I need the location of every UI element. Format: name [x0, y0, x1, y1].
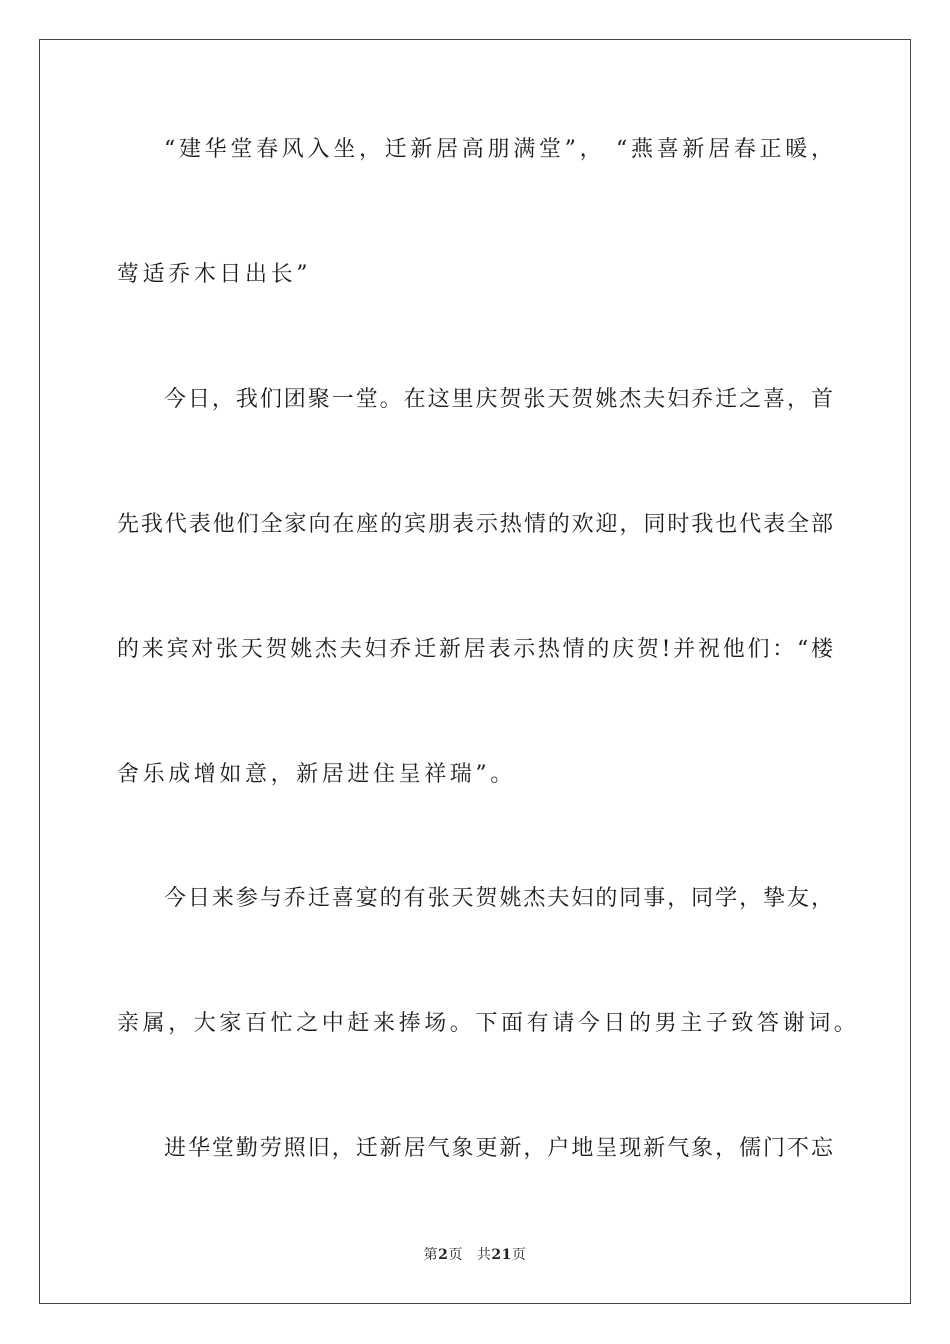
paragraph-2-line-3: 的来宾对张天贺姚杰夫妇乔迁新居表示热情的庆贺!并祝他们：“楼	[117, 637, 833, 662]
total-prefix: 共	[476, 1247, 492, 1263]
paragraph-2-line-2: 先我代表他们全家向在座的宾朋表示热情的欢迎，同时我也代表全部	[117, 512, 833, 537]
paragraph-2-line-4: 舍乐成增如意，新居进住呈祥瑞”。	[117, 762, 516, 787]
total-pages: 21	[491, 1247, 512, 1263]
paragraph-4-line-1: 进华堂勤劳照旧，迁新居气象更新，户地呈现新气象，儒门不忘	[164, 1136, 833, 1161]
paragraph-1-line-1: “建华堂春风入坐，迁新居高朋满堂”， “燕喜新居春正暖，	[164, 137, 833, 162]
paragraph-2-line-1: 今日，我们团聚一堂。在这里庆贺张天贺姚杰夫妇乔迁之喜，首	[164, 387, 833, 412]
paragraph-3-line-2: 亲属，大家百忙之中赶来捧场。下面有请今日的男主子致答谢词。	[117, 1011, 860, 1036]
page-suffix: 页	[448, 1247, 463, 1263]
page-border	[39, 39, 911, 1304]
paragraph-1-line-2: 莺适乔木日出长”	[117, 262, 312, 287]
paragraph-3-line-1: 今日来参与乔迁喜宴的有张天贺姚杰夫妇的同事，同学，挚友，	[164, 886, 833, 911]
total-suffix: 页	[511, 1247, 527, 1263]
page-footer	[0, 1246, 950, 1264]
page-number: 2	[438, 1247, 449, 1263]
page-prefix: 第	[423, 1247, 439, 1263]
